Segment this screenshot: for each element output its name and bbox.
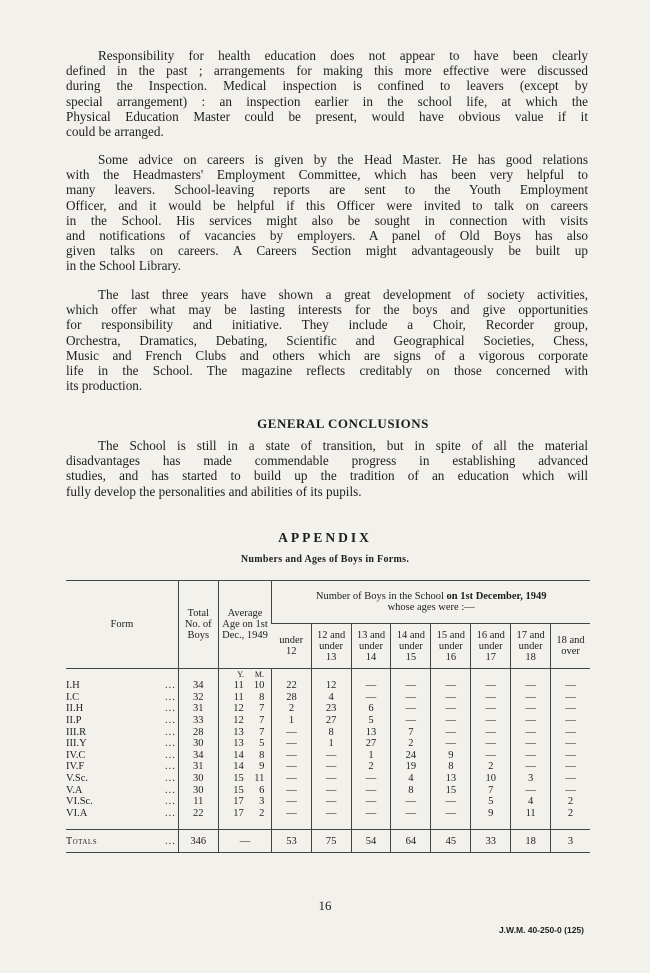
age-count-cell: 1 (311, 738, 351, 750)
age-count-cell: — (511, 703, 551, 715)
form-cell (66, 761, 178, 773)
age-count-cell: 4 (311, 692, 351, 704)
total-cell: 28 (178, 726, 218, 738)
totals-age-cell: 53 (272, 830, 311, 853)
avg-months: 6 (259, 784, 265, 796)
average-age-cell (218, 703, 272, 715)
avg-months: 9 (259, 761, 265, 773)
text-line: Physical Education Master could be present, would have obvious value if it (66, 108, 588, 124)
leader-dots: ... (164, 796, 176, 808)
age-count-cell: 24 (391, 750, 431, 762)
blank-cell (511, 669, 551, 681)
age-count-cell: 8 (311, 726, 351, 738)
age-count-cell: — (272, 784, 311, 796)
text-line: defined in the past ; arrangements for making this more effective were discussed (66, 63, 588, 79)
heading-general-conclusions: GENERAL CONCLUSIONS (257, 416, 429, 431)
age-count-cell: — (551, 703, 590, 715)
age-count-cell: — (351, 796, 391, 808)
unit-years: Y. (237, 670, 245, 679)
age-count-cell: — (471, 738, 511, 750)
age-count-cell: — (511, 726, 551, 738)
text-line: studies, and has started to build up the tradition of an education which will (66, 468, 588, 484)
text-line: The School is still in a state of transition, but in spite of all the material (98, 438, 588, 453)
age-count-cell: — (511, 761, 551, 773)
age-count-cell: — (471, 692, 511, 704)
total-cell: 11 (178, 796, 218, 808)
age-count-cell: 2 (391, 738, 431, 750)
text-line: with the Headmasters' Employment Committee, which has been very helpful to (66, 167, 588, 183)
age-count-cell: — (431, 680, 471, 692)
age-count-cell: 27 (351, 738, 391, 750)
blank-cell (178, 819, 218, 830)
totals-total-cell: 346 (178, 830, 218, 853)
text-line: in the School Library. (66, 258, 181, 274)
avg-years: 13 (233, 738, 244, 750)
age-count-cell: — (551, 761, 590, 773)
age-count-cell: 6 (351, 703, 391, 715)
text-line: Some advice on careers is given by the Head Master. He has good relations (98, 152, 588, 167)
age-count-cell: — (431, 692, 471, 704)
table-row (66, 680, 590, 692)
age-count-cell: — (551, 750, 590, 762)
blank-cell (431, 669, 471, 681)
form-cell (66, 680, 178, 692)
form-cell (66, 773, 178, 785)
text-line: its production. (66, 378, 143, 394)
leader-dots: ... (164, 807, 176, 819)
blank-cell (391, 669, 431, 681)
age-count-cell: — (551, 692, 590, 704)
average-age-cell (218, 750, 272, 762)
age-count-cell: — (311, 773, 351, 785)
text-line: fully develop the personalities and abilities of its pupils. (66, 483, 362, 499)
avg-months: 3 (259, 796, 265, 808)
totals-age-cell: 64 (391, 830, 431, 853)
text-line: life in the School. The magazine reflects creditably on those concerned with (66, 363, 588, 379)
age-count-cell: 1 (272, 715, 311, 727)
age-count-cell: 2 (272, 703, 311, 715)
total-cell: 30 (178, 784, 218, 796)
age-count-cell: — (272, 750, 311, 762)
age-count-cell: — (272, 761, 311, 773)
page-number: 16 (318, 898, 332, 913)
leader-dots: ... (164, 715, 176, 727)
avg-months: 8 (259, 691, 265, 703)
average-age-cell (218, 808, 272, 820)
text-line: Responsibility for health education does not appear to have been clearly (98, 48, 588, 63)
average-age-cell (218, 692, 272, 704)
ages-table-body (66, 669, 590, 853)
age-count-cell: — (431, 738, 471, 750)
form-name: II.P (66, 715, 82, 727)
leader-dots: ... (164, 680, 176, 692)
blank-cell (66, 669, 178, 681)
text-line: The last three years have shown a great development of society activities, (98, 287, 588, 302)
age-count-cell: — (351, 808, 391, 820)
average-age-cell (218, 773, 272, 785)
leader-dots: ... (164, 738, 176, 750)
age-count-cell: — (551, 680, 590, 692)
age-count-cell: — (551, 715, 590, 727)
avg-years: 14 (233, 749, 244, 761)
header-group-date: on 1st December, 1949 (446, 591, 547, 602)
leader-dots: ... (164, 691, 176, 703)
totals-average-cell: — (218, 830, 272, 853)
age-count-cell: — (471, 715, 511, 727)
avg-months: 10 (253, 680, 265, 692)
avg-years: 12 (233, 703, 244, 715)
blank-cell (66, 819, 178, 830)
form-cell (66, 784, 178, 796)
unit-months: M. (254, 670, 265, 679)
header-total: Total No. of Boys (178, 581, 218, 669)
form-name: III.R (66, 726, 87, 738)
avg-months: 11 (254, 773, 265, 785)
blank-cell (351, 669, 391, 681)
header-age-col: under 12 (272, 624, 311, 669)
form-cell (66, 796, 178, 808)
age-count-cell: 23 (311, 703, 351, 715)
age-count-cell: 19 (391, 761, 431, 773)
form-cell (66, 808, 178, 820)
header-age-col: 16 and under 17 (471, 624, 511, 669)
age-count-cell: 2 (551, 796, 590, 808)
age-count-cell: 5 (471, 796, 511, 808)
text-line: disadvantages has made commendable progress in establishing advanced (66, 453, 588, 469)
totals-age-cell: 75 (311, 830, 351, 853)
leader-dots: ... (164, 773, 176, 785)
age-count-cell: 22 (272, 680, 311, 692)
age-count-cell: — (391, 808, 431, 820)
age-count-cell: — (351, 680, 391, 692)
text-line: during the Inspection. Medical inspection is confined to leavers (except by (66, 78, 588, 94)
paragraph-health-education (66, 48, 588, 139)
text-line: given talks on careers. A Careers Section might advantageously be built up (66, 243, 588, 259)
avg-months: 2 (259, 807, 265, 819)
age-count-cell: — (351, 784, 391, 796)
totals-age-cell: 54 (351, 830, 391, 853)
age-count-cell: — (511, 680, 551, 692)
total-cell: 30 (178, 738, 218, 750)
table-row (66, 726, 590, 738)
age-count-cell: — (272, 796, 311, 808)
printer-code: J.W.M. 40-250-0 (125) (498, 925, 584, 935)
avg-months: 8 (259, 749, 265, 761)
avg-years: 14 (233, 761, 244, 773)
blank-cell (272, 819, 311, 830)
table-row (66, 773, 590, 785)
header-average-age: Average Age on 1st Dec., 1949 (218, 581, 272, 669)
avg-years: 15 (233, 773, 244, 785)
age-count-cell: — (431, 808, 471, 820)
blank-cell (431, 819, 471, 830)
age-count-cell: — (311, 808, 351, 820)
age-count-cell: — (511, 715, 551, 727)
form-name: V.A (66, 784, 83, 796)
avg-years: 13 (233, 726, 244, 738)
total-cell: 32 (178, 692, 218, 704)
form-cell (66, 692, 178, 704)
age-count-cell: 5 (351, 715, 391, 727)
average-age-cell (218, 680, 272, 692)
table-row (66, 761, 590, 773)
blank-cell (218, 819, 272, 830)
table-title: Numbers and Ages of Boys in Forms. (240, 554, 410, 565)
age-count-cell: — (351, 692, 391, 704)
avg-years: 15 (233, 784, 244, 796)
age-count-cell: 9 (431, 750, 471, 762)
avg-months: 7 (259, 715, 265, 727)
age-count-cell: — (511, 692, 551, 704)
form-cell (66, 726, 178, 738)
leader-dots: ... (164, 835, 176, 847)
age-count-cell: — (311, 784, 351, 796)
age-count-cell: — (511, 750, 551, 762)
age-count-cell: 4 (391, 773, 431, 785)
age-count-cell: — (391, 692, 431, 704)
spacer-row (66, 819, 590, 830)
totals-age-cell: 18 (511, 830, 551, 853)
leader-dots: ... (164, 761, 176, 773)
table-row (66, 692, 590, 704)
blank-cell (391, 819, 431, 830)
leader-dots: ... (164, 784, 176, 796)
leader-dots: ... (164, 749, 176, 761)
totals-age-cell: 45 (431, 830, 471, 853)
age-count-cell: — (391, 796, 431, 808)
age-count-cell: 10 (471, 773, 511, 785)
text-line: many leavers. School-leaving reports are sent to the Youth Employment (66, 182, 588, 198)
age-count-cell: 1 (351, 750, 391, 762)
text-line: could be arranged. (66, 124, 164, 140)
form-name: II.H (66, 703, 84, 715)
age-count-cell: — (551, 773, 590, 785)
totals-age-cell: 33 (471, 830, 511, 853)
age-count-cell: — (391, 703, 431, 715)
form-name: VI.A (66, 807, 88, 819)
age-count-cell: — (511, 738, 551, 750)
table-row (66, 715, 590, 727)
age-count-cell: — (431, 703, 471, 715)
header-group-prefix: Number of Boys in the School (315, 591, 444, 602)
leader-dots: ... (164, 726, 176, 738)
age-count-cell: — (551, 784, 590, 796)
total-cell: 34 (178, 680, 218, 692)
age-count-cell: — (431, 726, 471, 738)
age-count-cell: — (471, 680, 511, 692)
age-count-cell: 9 (471, 808, 511, 820)
age-count-cell: 7 (391, 726, 431, 738)
blank-cell (471, 669, 511, 681)
avg-years: 17 (233, 796, 244, 808)
age-count-cell: — (272, 726, 311, 738)
age-count-cell: 12 (311, 680, 351, 692)
header-age-col: 12 and under 13 (311, 624, 351, 669)
age-count-cell: 11 (511, 808, 551, 820)
total-cell: 34 (178, 750, 218, 762)
age-count-cell: 27 (311, 715, 351, 727)
text-line: Music and French Clubs and others which are signs of a vigorous corporate (66, 347, 588, 363)
age-count-cell: — (471, 726, 511, 738)
table-row (66, 738, 590, 750)
age-count-cell: 13 (431, 773, 471, 785)
header-form: Form (66, 581, 178, 669)
table-row (66, 703, 590, 715)
age-count-cell: — (511, 784, 551, 796)
form-cell (66, 738, 178, 750)
average-age-cell (218, 761, 272, 773)
text-line: and notifications of vacancies by employers. A panel of Old Boys has also (66, 228, 588, 244)
totals-row (66, 830, 590, 853)
age-count-cell: — (311, 796, 351, 808)
avg-years: 17 (233, 807, 244, 819)
text-line: for responsibility and initiative. They include a Choir, Recorder group, (66, 317, 588, 333)
blank-cell (551, 669, 590, 681)
age-count-cell: — (311, 761, 351, 773)
age-count-cell: 4 (511, 796, 551, 808)
blank-cell (511, 819, 551, 830)
age-count-cell: — (391, 680, 431, 692)
avg-years: 12 (233, 715, 244, 727)
total-cell: 31 (178, 761, 218, 773)
blank-cell (551, 819, 590, 830)
age-count-cell: 2 (351, 761, 391, 773)
age-count-cell: — (311, 750, 351, 762)
blank-cell (351, 819, 391, 830)
total-cell: 22 (178, 808, 218, 820)
table-row (66, 750, 590, 762)
form-cell (66, 715, 178, 727)
total-cell: 30 (178, 773, 218, 785)
header-age-col: 13 and under 14 (351, 624, 391, 669)
avg-months: 5 (259, 738, 265, 750)
blank-cell (272, 669, 311, 681)
avg-months: 7 (259, 726, 265, 738)
form-name: V.Sc. (66, 773, 88, 785)
age-count-cell: — (272, 808, 311, 820)
age-count-cell: — (391, 715, 431, 727)
table-row (66, 784, 590, 796)
age-count-cell: — (551, 726, 590, 738)
totals-label-cell (66, 830, 178, 853)
paragraph-society-activities (66, 287, 588, 393)
average-age-cell (218, 784, 272, 796)
paragraph-careers (66, 152, 588, 274)
age-count-cell: — (272, 738, 311, 750)
totals-label: Totals (66, 835, 98, 847)
blank-cell (311, 819, 351, 830)
age-count-cell: 2 (551, 808, 590, 820)
units-row (66, 669, 590, 681)
age-count-cell: — (431, 715, 471, 727)
form-name: IV.F (66, 761, 85, 773)
age-count-cell: — (471, 750, 511, 762)
total-cell: 31 (178, 703, 218, 715)
age-count-cell: 3 (511, 773, 551, 785)
average-age-cell (218, 726, 272, 738)
leader-dots: ... (164, 703, 176, 715)
header-age-group (272, 581, 590, 624)
header-age-col: 15 and under 16 (431, 624, 471, 669)
age-count-cell: — (551, 738, 590, 750)
header-age-col: 14 and under 15 (391, 624, 431, 669)
age-units (218, 669, 272, 681)
text-line: in the School. His services might also be sought in connection with visits (66, 212, 588, 228)
form-name: I.C (66, 691, 80, 703)
table-row (66, 796, 590, 808)
header-group-suffix: whose ages were :— (387, 602, 475, 613)
average-age-cell (218, 738, 272, 750)
heading-appendix: APPENDIX (278, 530, 372, 545)
ages-table (66, 580, 590, 853)
age-count-cell: 8 (431, 761, 471, 773)
form-cell (66, 703, 178, 715)
header-age-col: 18 and over (551, 624, 590, 669)
totals-age-cell: 3 (551, 830, 590, 853)
average-age-cell (218, 715, 272, 727)
avg-years: 11 (233, 680, 244, 692)
age-count-cell: — (431, 796, 471, 808)
text-line: Officer, and it would be helpful if this Officer were invited to talk on careers (66, 197, 588, 213)
age-count-cell: 8 (391, 784, 431, 796)
form-cell (66, 750, 178, 762)
age-count-cell: 15 (431, 784, 471, 796)
age-count-cell: 13 (351, 726, 391, 738)
paragraph-general-conclusions (66, 438, 588, 499)
blank-cell (178, 669, 218, 681)
header-age-col: 17 and under 18 (511, 624, 551, 669)
age-count-cell: — (351, 773, 391, 785)
age-count-cell: 7 (471, 784, 511, 796)
avg-years: 11 (233, 691, 244, 703)
age-count-cell: 2 (471, 761, 511, 773)
blank-cell (471, 819, 511, 830)
text-line: Orchestra, Dramatics, Debating, Scientific and Geographical Societies, Chess, (66, 332, 588, 348)
table-row (66, 808, 590, 820)
age-count-cell: — (471, 703, 511, 715)
blank-cell (311, 669, 351, 681)
form-name: III.Y (66, 738, 87, 750)
text-line: which offer what may be lasting interests for the boys and give opportunities (66, 302, 588, 318)
age-count-cell: — (272, 773, 311, 785)
age-count-cell: 28 (272, 692, 311, 704)
average-age-cell (218, 796, 272, 808)
form-name: VI.Sc. (66, 796, 93, 808)
avg-months: 7 (259, 703, 265, 715)
total-cell: 33 (178, 715, 218, 727)
text-line: special arrangement) : an inspection earlier in the school life, at which the (66, 93, 588, 109)
form-name: I.H (66, 680, 80, 692)
form-name: IV.C (66, 749, 86, 761)
